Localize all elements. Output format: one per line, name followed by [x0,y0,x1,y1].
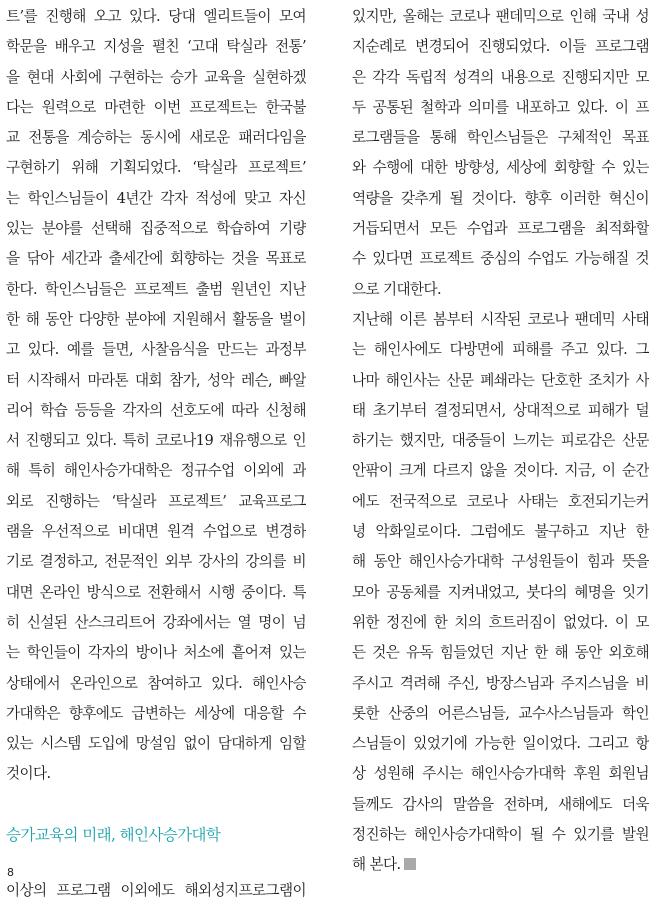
text-line: 한 해 동안 다양한 분야에 지원해서 활동을 벌이 [6,310,306,328]
text-line: 모아 공동체를 지켜내었고, 붓다의 혜명을 잇기 [352,583,649,601]
text-line: 위한 정진에 한 치의 흐트러짐이 없었다. 이 모 [352,613,649,631]
text-line: 외로 진행하는 ‘탁실라 프로젝트’ 교육프로그 [6,492,306,510]
text-line: 것이다. [6,765,51,783]
text-line: 역량을 갖추게 될 것이다. 향후 이러한 혁신이 [352,189,649,207]
text-line: 는 학인스님들이 4년간 각자 적성에 맞고 자신 [6,189,306,207]
text-line: 다는 원력으로 마련한 이번 프로젝트는 한국불 [6,98,306,116]
text-line: 는 해인사에도 다방면에 피해를 주고 있다. 그 [352,341,649,359]
text-line: 녕 악화일로이다. 그럼에도 불구하고 지난 한 [352,523,649,541]
text-line: 을 닦아 세간과 출세간에 회향하는 것을 목표로 [6,250,306,268]
text-line: 하기는 했지만, 대중들이 느끼는 피로감은 산문 [352,432,649,450]
end-mark-icon [404,858,416,870]
text-line: 램을 우선적으로 비대면 원격 수업으로 변경하 [6,523,306,541]
text-line: 있는 분야를 선택해 집중적으로 학습하여 기량 [6,220,306,238]
left-paragraph-2 [6,876,306,906]
text-line: 수 있다면 프로젝트 중심의 수업도 가능해질 것 [352,250,649,268]
text-line: 에도 전국적으로 코로나 사태는 호전되기는커 [352,492,649,510]
text-line: 터 시작해서 마라톤 대회 참가, 성악 레슨, 빠알 [6,371,306,389]
text-line: 태 초기부터 결정되면서, 상대적으로 피해가 덜 [352,401,649,419]
text-line: 지순례로 변경되어 진행되었다. 이들 프로그램 [352,38,649,56]
text-line: 나마 해인사는 산문 폐쇄라는 단호한 조치가 사 [352,371,649,389]
right-paragraph-2 [352,305,649,881]
text-line: 트’를 진행해 오고 있다. 당대 엘리트들이 모여 [6,8,306,25]
text-line: 로그램들을 통해 학인스님들은 구체적인 목표 [352,129,649,147]
text-line: 해 특히 해인사승가대학은 정규수업 이외에 과 [6,462,306,480]
section-heading: 승가교육의 미래, 해인사승가대학 [6,825,221,844]
spacer [6,790,306,820]
text-line: 기로 결정하고, 전문적인 외부 강사의 강의를 비 [6,553,306,571]
text-line: 는 학인들이 각자의 방이나 처소에 흩어져 있는 [6,644,306,662]
text-line: 교 전통을 계승하는 동시에 새로운 패러다임을 [6,129,306,147]
text-line: 거듭되면서 모든 수업과 프로그램을 최적화할 [352,220,649,238]
text-line: 와 수행에 대한 방향성, 세상에 회향할 수 있는 [352,159,649,177]
text-line: 이상의 프로그램 이외에도 해외성지프로그램이 [6,881,306,899]
text-line: 정진하는 해인사승가대학이 될 수 있기를 발원 [352,826,649,844]
right-column [352,2,649,881]
text-line: 가대학은 향후에도 급변하는 세상에 대응할 수 [6,704,306,722]
text-line: 주시고 격려해 주신, 방장스님과 주지스님을 비 [352,674,649,692]
text-line: 학문을 배우고 지성을 펼친 ‘고대 탁실라 전통’ [6,38,306,56]
left-paragraph-1 [6,2,306,790]
text-line: 안팎이 크게 다르지 않을 것이다. 지금, 이 순간 [352,462,649,480]
text-line: 든 것은 유독 힘들었던 지난 한 해 동안 외호해 [352,644,649,662]
text-line: 해 동안 해인사승가대학 구성원들이 힘과 뜻을 [352,553,649,571]
final-line [352,850,649,880]
text-line: 리어 학습 등등을 각자의 선호도에 따라 신청해 [6,401,306,419]
text-line: 구현하기 위해 기획되었다. ‘탁실라 프로젝트’ [6,159,306,177]
text-line: 대면 온라인 방식으로 전환해서 시행 중이다. 특 [6,583,306,601]
text-line: 있는 시스템 도입에 망설임 없이 담대하게 임할 [6,735,306,753]
text-line: 상 성원해 주시는 해인사승가대학 후원 회원님 [352,765,649,783]
text-line: 으로 기대한다. [352,280,442,298]
text-line: 지난해 이른 봄부터 시작된 코로나 팬데믹 사태 [352,310,649,328]
text-line: 서 진행되고 있다. 특히 코로나19 재유행으로 인 [6,432,306,450]
text-line: 있지만, 올해는 코로나 팬데믹으로 인해 국내 성 [352,8,649,25]
text-line: 해 본다. [352,856,401,874]
right-paragraph-1 [352,2,649,305]
text-line: 스님들이 있었기에 가능한 일이었다. 그리고 항 [352,735,649,753]
text-line: 을 현대 사회에 구현하는 승가 교육을 실현하겠 [6,68,306,86]
text-line: 고 있다. 예를 들면, 사찰음식을 만드는 과정부 [6,341,306,359]
text-line: 들께도 감사의 말씀을 전하며, 새해에도 더욱 [352,795,649,813]
text-line: 롯한 산중의 어른스님들, 교수사스님들과 학인 [352,704,649,722]
left-column [6,2,306,906]
page-number: 8 [7,866,14,879]
text-line: 히 신설된 산스크리트어 강좌에서는 열 명이 넘 [6,613,306,631]
text-line: 두 공통된 철학과 의미를 내포하고 있다. 이 프 [352,98,649,116]
text-line: 한다. 학인스님들은 프로젝트 출범 원년인 지난 [6,280,306,298]
text-line: 은 각각 독립적 성격의 내용으로 진행되지만 모 [352,68,649,86]
spacer [6,850,306,876]
text-line: 상태에서 온라인으로 참여하고 있다. 해인사승 [6,674,306,692]
